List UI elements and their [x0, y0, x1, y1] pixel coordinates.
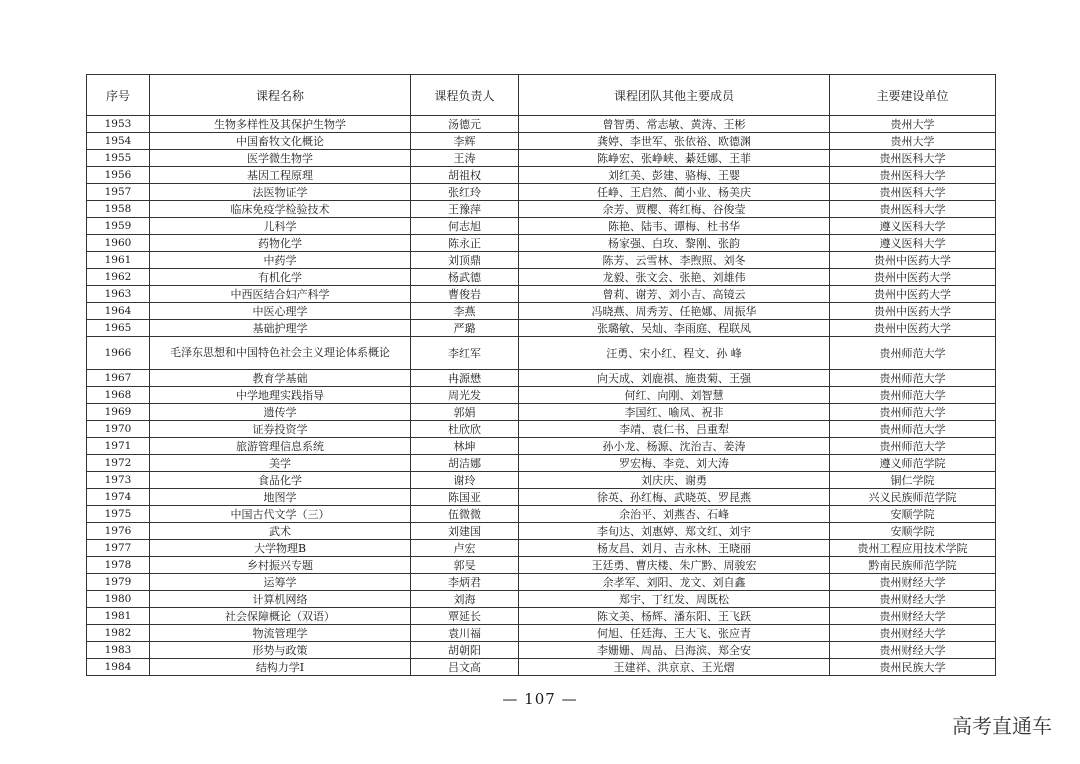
cell-institution: 遵义医科大学 — [830, 235, 996, 252]
cell-course-lead: 杨武德 — [411, 269, 519, 286]
cell-index: 1962 — [87, 269, 150, 286]
cell-team-members: 陈文美、杨辉、潘东阳、王飞跃 — [519, 608, 830, 625]
table-row — [87, 455, 996, 472]
table-row — [87, 370, 996, 387]
cell-index: 1973 — [87, 472, 150, 489]
cell-institution: 贵州财经大学 — [830, 608, 996, 625]
header-row — [87, 75, 996, 116]
cell-course-name: 生物多样性及其保护生物学 — [150, 116, 411, 133]
cell-institution: 贵州中医药大学 — [830, 269, 996, 286]
cell-index: 1970 — [87, 421, 150, 438]
cell-team-members: 汪勇、宋小红、程文、孙 峰 — [519, 337, 830, 370]
cell-index: 1979 — [87, 574, 150, 591]
table-row — [87, 387, 996, 404]
table-row — [87, 286, 996, 303]
cell-course-lead: 何志旭 — [411, 218, 519, 235]
cell-index: 1974 — [87, 489, 150, 506]
cell-index: 1976 — [87, 523, 150, 540]
table-row — [87, 642, 996, 659]
cell-team-members: 杨家强、白玫、黎刚、张韵 — [519, 235, 830, 252]
table-row — [87, 591, 996, 608]
cell-institution: 贵州财经大学 — [830, 591, 996, 608]
cell-course-name: 基因工程原理 — [150, 167, 411, 184]
cell-team-members: 余孝军、刘阳、龙文、刘自鑫 — [519, 574, 830, 591]
cell-course-lead: 覃延长 — [411, 608, 519, 625]
cell-institution: 贵州师范大学 — [830, 387, 996, 404]
cell-index: 1984 — [87, 659, 150, 676]
table-row — [87, 150, 996, 167]
table-row — [87, 540, 996, 557]
cell-team-members: 龙毅、张文会、张艳、刘雄伟 — [519, 269, 830, 286]
cell-team-members: 何旭、任廷海、王大飞、张应青 — [519, 625, 830, 642]
cell-course-name: 形势与政策 — [150, 642, 411, 659]
table-row — [87, 472, 996, 489]
cell-course-name: 遗传学 — [150, 404, 411, 421]
cell-index: 1964 — [87, 303, 150, 320]
cell-team-members: 陈峥宏、张峥峡、綦廷娜、王菲 — [519, 150, 830, 167]
cell-index: 1965 — [87, 320, 150, 337]
cell-course-name: 中国畜牧文化概论 — [150, 133, 411, 150]
cell-course-lead: 王涛 — [411, 150, 519, 167]
cell-course-lead: 郭旻 — [411, 557, 519, 574]
cell-course-name: 美学 — [150, 455, 411, 472]
cell-index: 1978 — [87, 557, 150, 574]
cell-index: 1982 — [87, 625, 150, 642]
cell-course-name: 有机化学 — [150, 269, 411, 286]
cell-team-members: 王廷勇、曹庆楼、朱广黔、周骏宏 — [519, 557, 830, 574]
cell-team-members: 李国红、喻凤、祝非 — [519, 404, 830, 421]
cell-course-lead: 李燕 — [411, 303, 519, 320]
cell-index: 1958 — [87, 201, 150, 218]
cell-institution: 贵州师范大学 — [830, 438, 996, 455]
cell-index: 1968 — [87, 387, 150, 404]
cell-team-members: 罗宏梅、李竞、刘大涛 — [519, 455, 830, 472]
watermark-text: 高考直通车 — [952, 714, 1052, 738]
cell-course-lead: 胡朝阳 — [411, 642, 519, 659]
cell-course-lead: 郭娟 — [411, 404, 519, 421]
cell-team-members: 刘庆庆、谢勇 — [519, 472, 830, 489]
table-row — [87, 506, 996, 523]
cell-course-name: 中国古代文学（三） — [150, 506, 411, 523]
table-row — [87, 557, 996, 574]
table-row — [87, 133, 996, 150]
cell-course-lead: 李炳君 — [411, 574, 519, 591]
cell-institution: 贵州中医药大学 — [830, 252, 996, 269]
cell-team-members: 余治平、刘燕杏、石峰 — [519, 506, 830, 523]
cell-course-name: 药物化学 — [150, 235, 411, 252]
cell-course-name: 中药学 — [150, 252, 411, 269]
cell-index: 1977 — [87, 540, 150, 557]
header-index: 序号 — [87, 75, 150, 116]
cell-index: 1961 — [87, 252, 150, 269]
cell-institution: 贵州财经大学 — [830, 642, 996, 659]
header-team-members: 课程团队其他主要成员 — [519, 75, 830, 116]
cell-institution: 贵州中医药大学 — [830, 303, 996, 320]
cell-team-members: 任峥、王启然、蔺小业、杨美庆 — [519, 184, 830, 201]
cell-institution: 贵州师范大学 — [830, 337, 996, 370]
table-row — [87, 421, 996, 438]
table-row — [87, 659, 996, 676]
table-row — [87, 184, 996, 201]
table-row — [87, 320, 996, 337]
cell-course-name: 医学微生物学 — [150, 150, 411, 167]
table-row — [87, 625, 996, 642]
cell-course-lead: 陈永正 — [411, 235, 519, 252]
cell-course-name: 乡村振兴专题 — [150, 557, 411, 574]
cell-index: 1956 — [87, 167, 150, 184]
cell-index: 1960 — [87, 235, 150, 252]
cell-course-lead: 吕文高 — [411, 659, 519, 676]
cell-course-lead: 王豫萍 — [411, 201, 519, 218]
cell-index: 1981 — [87, 608, 150, 625]
table-row — [87, 218, 996, 235]
table-row — [87, 337, 996, 370]
cell-course-lead: 刘建国 — [411, 523, 519, 540]
cell-course-name: 运筹学 — [150, 574, 411, 591]
cell-index: 1967 — [87, 370, 150, 387]
cell-institution: 安顺学院 — [830, 523, 996, 540]
cell-team-members: 冯晓燕、周秀芳、任艳娜、周振华 — [519, 303, 830, 320]
cell-course-name: 武术 — [150, 523, 411, 540]
cell-course-lead: 林坤 — [411, 438, 519, 455]
cell-index: 1954 — [87, 133, 150, 150]
cell-institution: 贵州中医药大学 — [830, 286, 996, 303]
header-course-name: 课程名称 — [150, 75, 411, 116]
cell-course-name: 社会保障概论（双语） — [150, 608, 411, 625]
table-row — [87, 574, 996, 591]
cell-course-name: 中学地理实践指导 — [150, 387, 411, 404]
cell-course-name: 结构力学I — [150, 659, 411, 676]
cell-course-name: 旅游管理信息系统 — [150, 438, 411, 455]
table-row — [87, 252, 996, 269]
cell-course-name: 计算机网络 — [150, 591, 411, 608]
cell-institution: 贵州师范大学 — [830, 370, 996, 387]
cell-team-members: 王建祥、洪京京、王光熠 — [519, 659, 830, 676]
cell-course-lead: 李红军 — [411, 337, 519, 370]
cell-index: 1969 — [87, 404, 150, 421]
cell-course-name: 物流管理学 — [150, 625, 411, 642]
cell-course-lead: 冉源懋 — [411, 370, 519, 387]
table-row — [87, 269, 996, 286]
cell-course-lead: 谢玲 — [411, 472, 519, 489]
table-row — [87, 235, 996, 252]
cell-course-lead: 曹俊岩 — [411, 286, 519, 303]
cell-course-lead: 胡洁娜 — [411, 455, 519, 472]
cell-index: 1966 — [87, 337, 150, 370]
cell-course-lead: 严璐 — [411, 320, 519, 337]
cell-institution: 遵义医科大学 — [830, 218, 996, 235]
cell-team-members: 徐英、孙红梅、武晓英、罗昆燕 — [519, 489, 830, 506]
table-row — [87, 116, 996, 133]
cell-team-members: 杨友昌、刘月、吉永林、王晓丽 — [519, 540, 830, 557]
table-body — [87, 116, 996, 676]
cell-team-members: 李靖、袁仁书、吕重犁 — [519, 421, 830, 438]
cell-course-name: 毛泽东思想和中国特色社会主义理论体系概论 — [150, 337, 411, 370]
table-row — [87, 438, 996, 455]
cell-course-name: 教育学基础 — [150, 370, 411, 387]
cell-index: 1983 — [87, 642, 150, 659]
cell-institution: 贵州大学 — [830, 133, 996, 150]
table-row — [87, 404, 996, 421]
cell-institution: 遵义师范学院 — [830, 455, 996, 472]
cell-course-name: 基础护理学 — [150, 320, 411, 337]
table-row — [87, 489, 996, 506]
cell-course-lead: 周光发 — [411, 387, 519, 404]
table-row — [87, 303, 996, 320]
cell-index: 1980 — [87, 591, 150, 608]
cell-institution: 贵州财经大学 — [830, 625, 996, 642]
header-institution: 主要建设单位 — [830, 75, 996, 116]
cell-course-name: 证券投资学 — [150, 421, 411, 438]
cell-team-members: 李旬达、刘惠婷、郑文红、刘宇 — [519, 523, 830, 540]
table-row — [87, 523, 996, 540]
cell-institution: 贵州医科大学 — [830, 201, 996, 218]
cell-institution: 贵州医科大学 — [830, 150, 996, 167]
cell-index: 1972 — [87, 455, 150, 472]
cell-team-members: 龚婷、李世军、张依裕、欧德渊 — [519, 133, 830, 150]
cell-institution: 贵州医科大学 — [830, 184, 996, 201]
cell-institution: 贵州民族大学 — [830, 659, 996, 676]
cell-institution: 贵州大学 — [830, 116, 996, 133]
cell-course-lead: 胡祖权 — [411, 167, 519, 184]
cell-institution: 铜仁学院 — [830, 472, 996, 489]
header-course-lead: 课程负责人 — [411, 75, 519, 116]
cell-team-members: 向天成、刘鹿祺、施贵菊、王强 — [519, 370, 830, 387]
cell-institution: 安顺学院 — [830, 506, 996, 523]
cell-index: 1959 — [87, 218, 150, 235]
cell-course-lead: 伍微微 — [411, 506, 519, 523]
cell-institution: 贵州师范大学 — [830, 404, 996, 421]
cell-team-members: 何红、向刚、刘智慧 — [519, 387, 830, 404]
cell-course-lead: 袁川福 — [411, 625, 519, 642]
table-row — [87, 201, 996, 218]
cell-institution: 贵州中医药大学 — [830, 320, 996, 337]
cell-institution: 黔南民族师范学院 — [830, 557, 996, 574]
cell-course-name: 食品化学 — [150, 472, 411, 489]
cell-course-name: 临床免疫学检验技术 — [150, 201, 411, 218]
cell-course-name: 法医物证学 — [150, 184, 411, 201]
cell-course-name: 中西医结合妇产科学 — [150, 286, 411, 303]
cell-course-lead: 卢宏 — [411, 540, 519, 557]
cell-team-members: 陈艳、陆韦、谭梅、杜书华 — [519, 218, 830, 235]
cell-team-members: 李姗姗、周晶、吕海滨、郑全安 — [519, 642, 830, 659]
cell-institution: 兴义民族师范学院 — [830, 489, 996, 506]
cell-course-name: 大学物理B — [150, 540, 411, 557]
cell-course-lead: 杜欣欣 — [411, 421, 519, 438]
cell-institution: 贵州医科大学 — [830, 167, 996, 184]
cell-course-lead: 刘顶鼎 — [411, 252, 519, 269]
cell-index: 1963 — [87, 286, 150, 303]
cell-institution: 贵州工程应用技术学院 — [830, 540, 996, 557]
cell-team-members: 张璐敏、吴灿、李雨庭、程联凤 — [519, 320, 830, 337]
cell-course-name: 中医心理学 — [150, 303, 411, 320]
cell-team-members: 曾莉、谢芳、刘小吉、高镜云 — [519, 286, 830, 303]
table-row — [87, 167, 996, 184]
cell-index: 1975 — [87, 506, 150, 523]
cell-course-lead: 汤德元 — [411, 116, 519, 133]
cell-team-members: 曾智勇、常志敏、黄涛、王彬 — [519, 116, 830, 133]
cell-team-members: 余芳、贾樱、蒋红梅、谷俊莹 — [519, 201, 830, 218]
table-row — [87, 608, 996, 625]
cell-course-name: 地图学 — [150, 489, 411, 506]
cell-institution: 贵州师范大学 — [830, 421, 996, 438]
course-table — [86, 74, 996, 676]
cell-index: 1971 — [87, 438, 150, 455]
cell-institution: 贵州财经大学 — [830, 574, 996, 591]
cell-course-lead: 陈国亚 — [411, 489, 519, 506]
cell-team-members: 刘红美、彭建、骆梅、王婴 — [519, 167, 830, 184]
cell-course-lead: 刘海 — [411, 591, 519, 608]
cell-course-lead: 李辉 — [411, 133, 519, 150]
cell-team-members: 孙小龙、杨源、沈治吉、姜涛 — [519, 438, 830, 455]
cell-team-members: 郑宇、丁红发、周既松 — [519, 591, 830, 608]
cell-course-name: 儿科学 — [150, 218, 411, 235]
cell-index: 1953 — [87, 116, 150, 133]
cell-course-lead: 张红玲 — [411, 184, 519, 201]
cell-index: 1957 — [87, 184, 150, 201]
cell-team-members: 陈芳、云雪林、李煦照、刘冬 — [519, 252, 830, 269]
page-number: — 107 — — [502, 690, 578, 708]
cell-index: 1955 — [87, 150, 150, 167]
